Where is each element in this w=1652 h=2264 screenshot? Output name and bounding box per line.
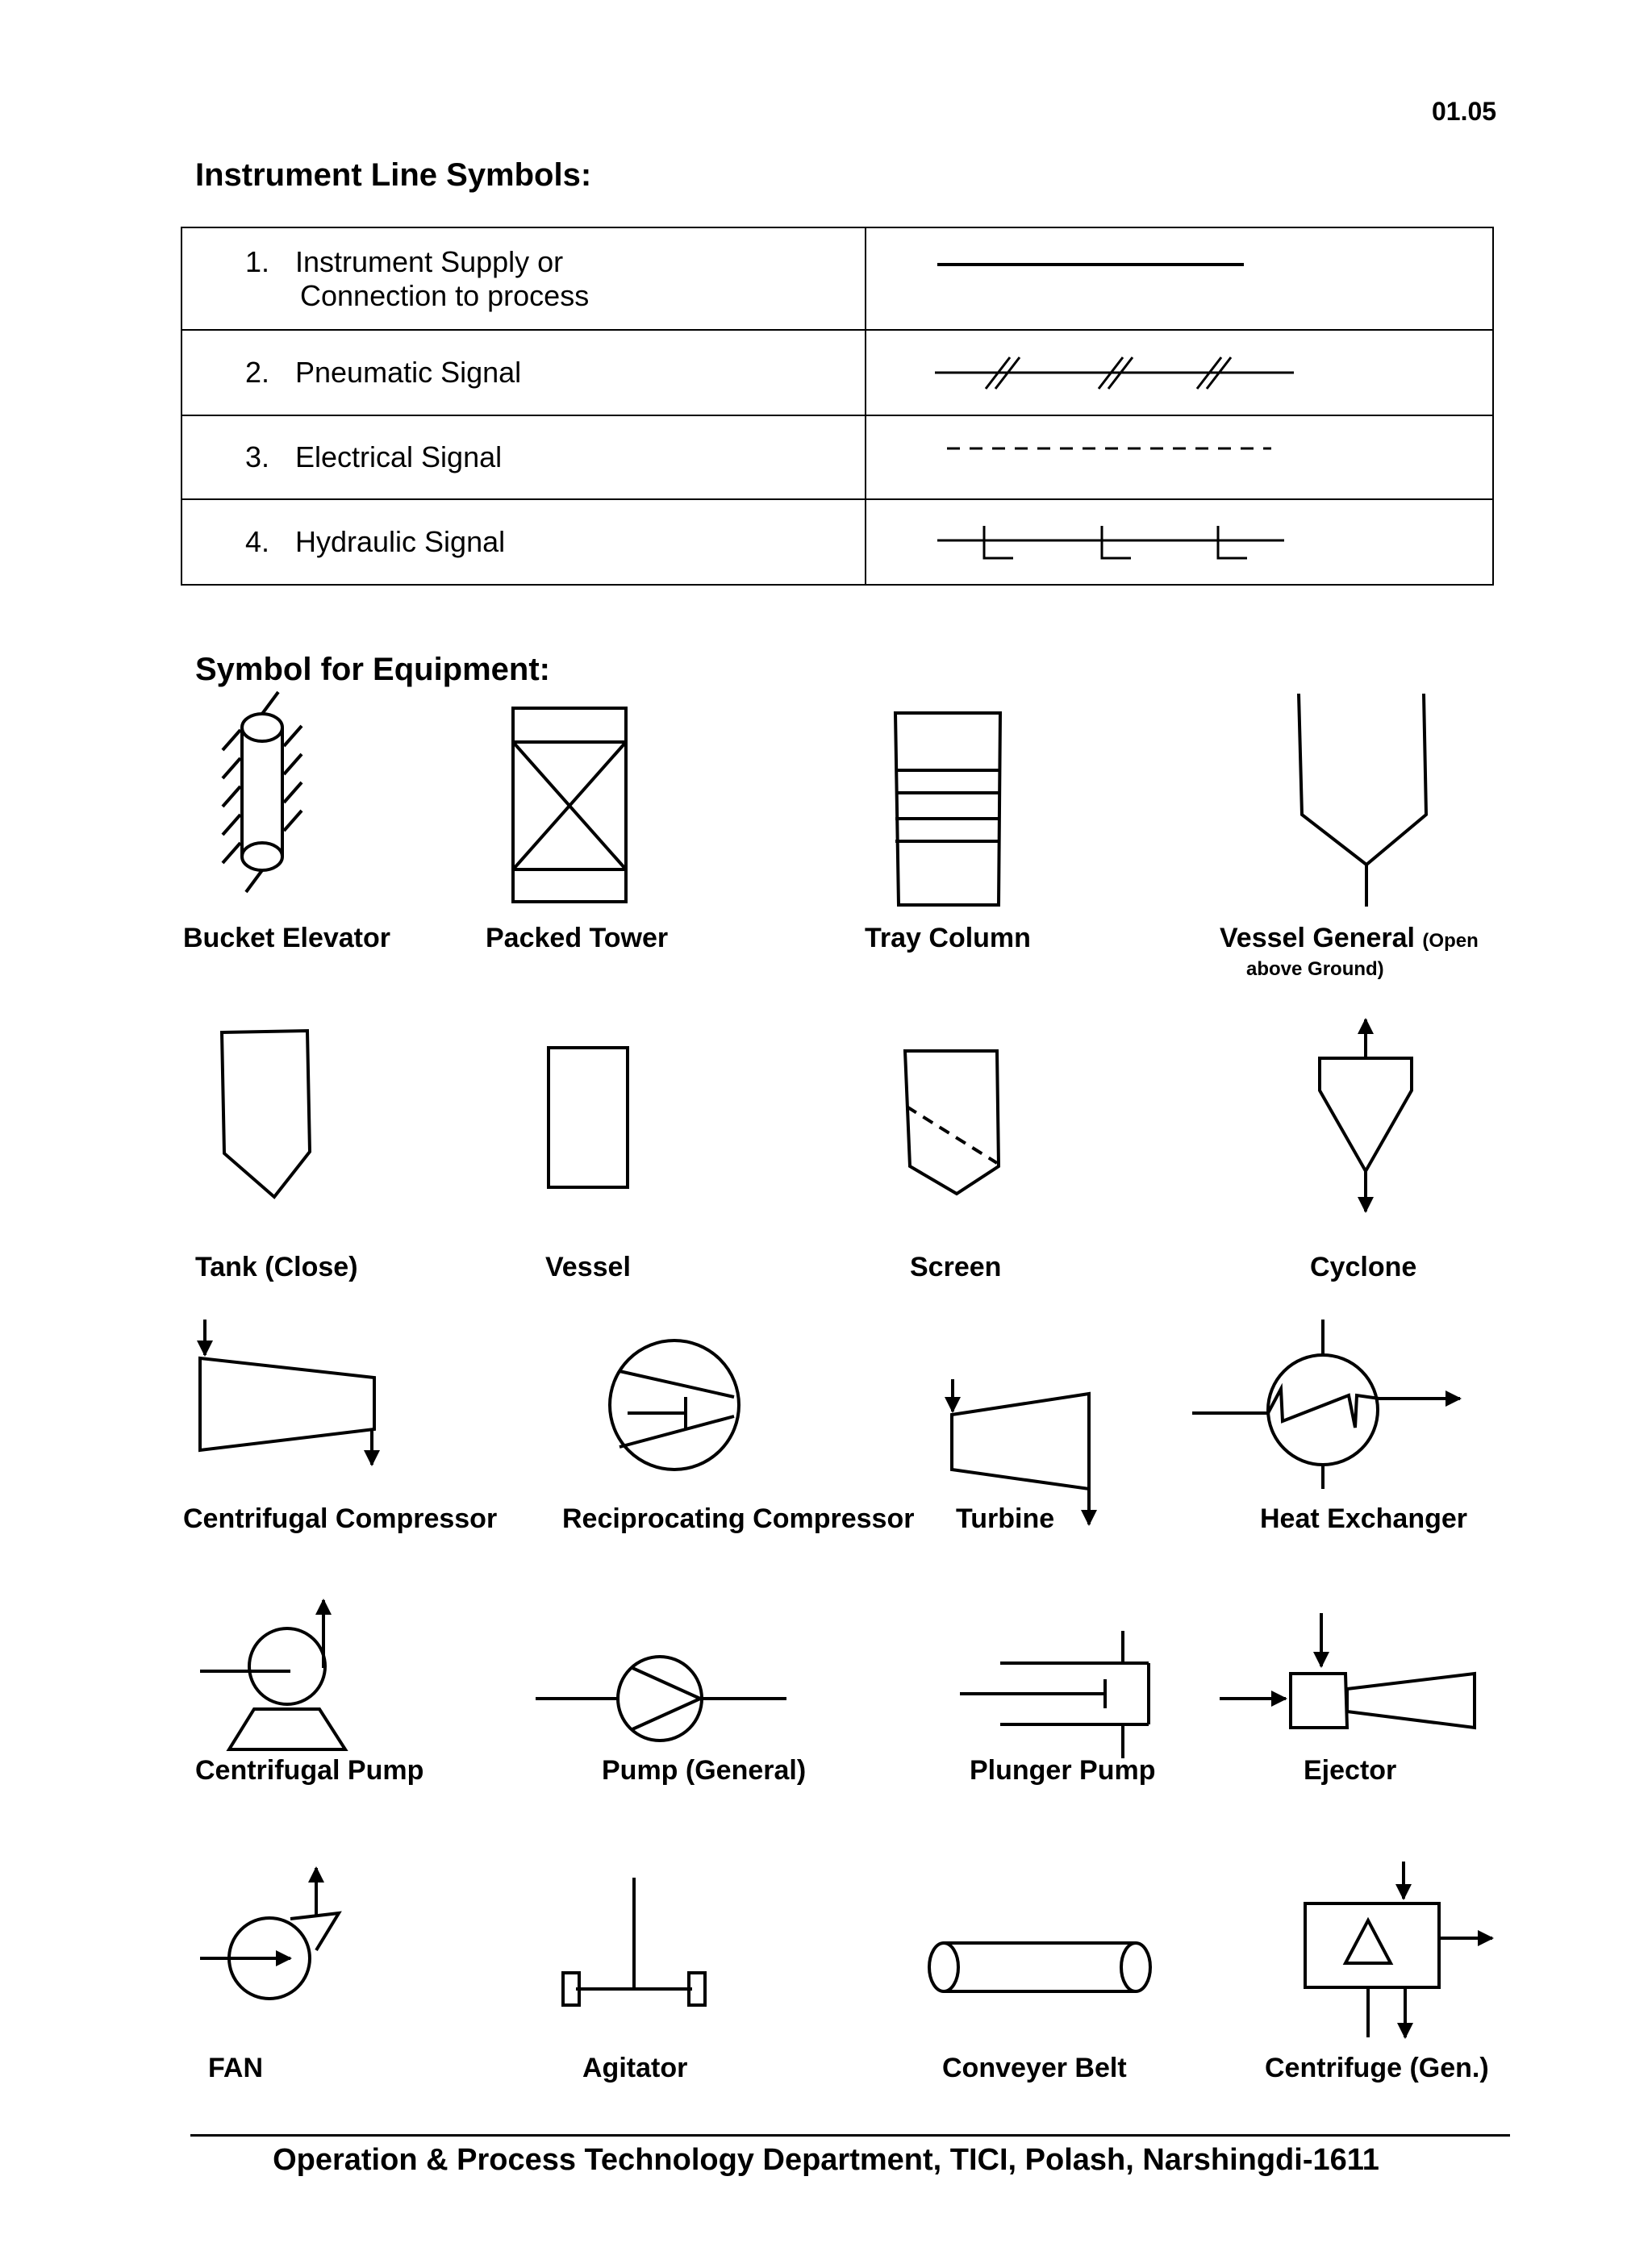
vessel-general-note: (Open <box>1422 930 1479 952</box>
row-label-line: Electrical Signal <box>295 440 503 473</box>
conveyer-belt-label: Conveyer Belt <box>942 2053 1127 2083</box>
agitator-icon <box>563 1878 705 2005</box>
heat-exchanger-label: Heat Exchanger <box>1260 1503 1467 1534</box>
fan-label: FAN <box>208 2053 263 2083</box>
tray-column-label: Tray Column <box>865 923 1031 953</box>
turbine-icon <box>952 1379 1089 1524</box>
footer-divider <box>190 2134 1510 2137</box>
cyclone-icon <box>1320 1019 1412 1211</box>
bucket-elevator-label: Bucket Elevator <box>183 923 390 953</box>
centrifuge-icon <box>1305 1862 1492 2037</box>
row-label-line: Connection to process <box>300 278 590 312</box>
packed-tower-label: Packed Tower <box>486 923 669 953</box>
turbine-label: Turbine <box>956 1503 1055 1534</box>
fan-icon <box>200 1868 339 1999</box>
centrifugal-pump-label: Centrifugal Pump <box>195 1755 424 1786</box>
page-number: 01.05 <box>1432 97 1497 126</box>
tank-close-icon <box>222 1031 310 1197</box>
plunger-pump-label: Plunger Pump <box>970 1755 1156 1786</box>
cyclone-label: Cyclone <box>1310 1252 1417 1282</box>
ejector-icon <box>1220 1613 1475 1728</box>
vessel-icon <box>549 1048 628 1187</box>
centrifugal-compressor-icon <box>200 1320 374 1465</box>
reciprocating-compressor-icon <box>610 1340 739 1470</box>
row-label-line: Instrument Supply or <box>295 244 564 278</box>
row-label-line: Pneumatic Signal <box>295 356 522 389</box>
row-number: 1. <box>245 244 270 278</box>
vessel-general-title: Vessel General <box>1220 923 1415 953</box>
bucket-elevator-icon <box>223 692 302 892</box>
screen-label: Screen <box>910 1252 1002 1282</box>
instrument-section-title: Instrument Line Symbols: <box>195 157 592 193</box>
pump-general-label: Pump (General) <box>602 1755 807 1786</box>
vessel-general-label <box>1220 923 1479 954</box>
plunger-pump-icon <box>960 1631 1149 1758</box>
vessel-general-note-2: above Ground) <box>1246 958 1384 980</box>
conveyer-belt-icon <box>929 1943 1150 1991</box>
equipment-section-title: Symbol for Equipment: <box>195 652 550 687</box>
centrifugal-compressor-label: Centrifugal Compressor <box>183 1503 498 1534</box>
heat-exchanger-icon <box>1192 1320 1460 1489</box>
row-number: 3. <box>245 440 270 473</box>
vessel-label: Vessel <box>545 1252 631 1282</box>
tank-close-label: Tank (Close) <box>195 1252 358 1282</box>
screen-icon <box>905 1051 999 1194</box>
ejector-label: Ejector <box>1304 1755 1397 1786</box>
centrifuge-label: Centrifuge (Gen.) <box>1265 2053 1489 2083</box>
row-number: 4. <box>245 525 270 558</box>
tray-column-icon <box>895 713 1000 905</box>
reciprocating-compressor-label: Reciprocating Compressor <box>562 1503 915 1534</box>
vessel-general-icon <box>1299 694 1426 907</box>
row-label-line: Hydraulic Signal <box>295 525 506 558</box>
agitator-label: Agitator <box>582 2053 688 2083</box>
footer-text: Operation & Process Technology Department, TICI, Polash, Narshingdi-1611 <box>273 2143 1379 2177</box>
row-number: 2. <box>245 356 270 389</box>
centrifugal-pump-icon <box>200 1600 345 1749</box>
packed-tower-icon <box>513 708 626 902</box>
pump-general-icon <box>536 1657 786 1741</box>
